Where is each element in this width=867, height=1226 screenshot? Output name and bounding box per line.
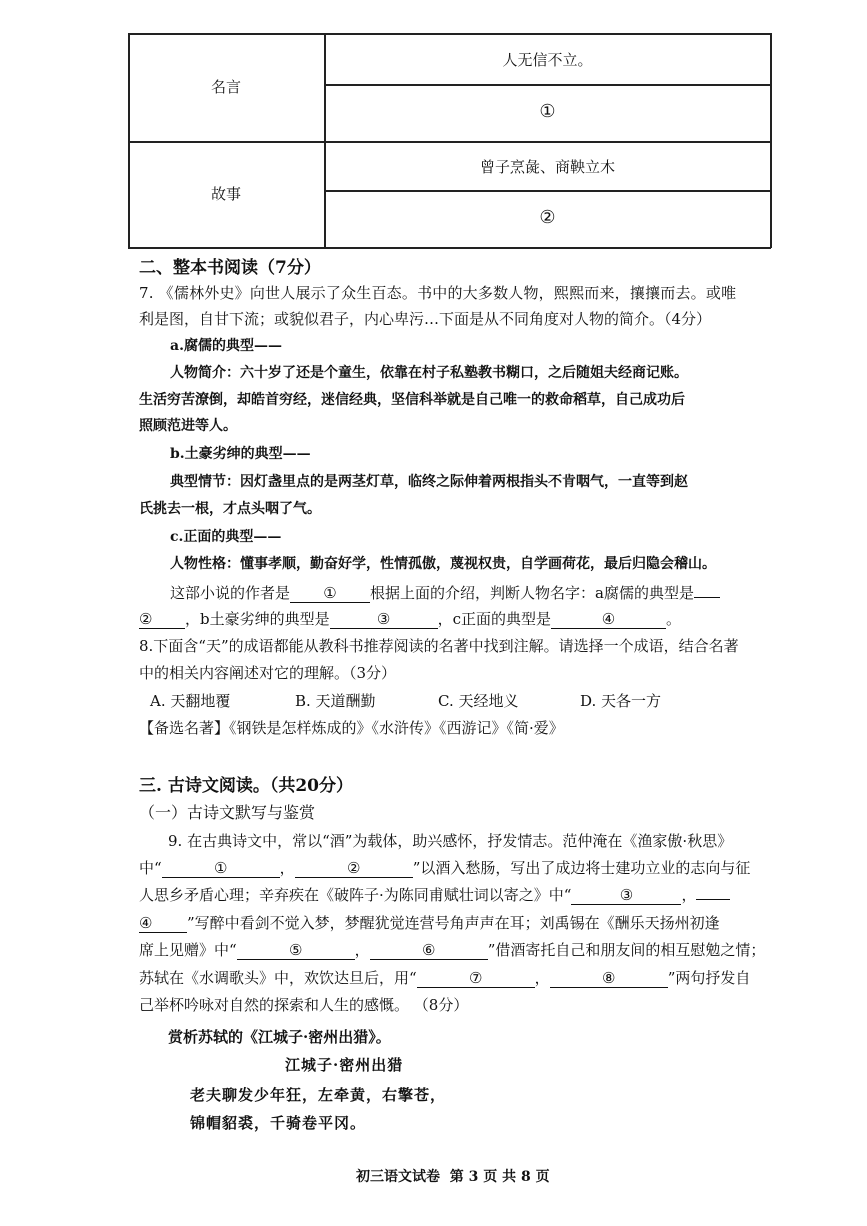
section-3-heading: 三. 古诗文阅读。（共20分） [139, 776, 353, 796]
table-cell-quote: 人无信不立。 [502, 51, 593, 69]
option-d: D. 天各一方 [580, 692, 662, 710]
answer-blank-2[interactable]: ② [139, 610, 185, 629]
answer-blank-3[interactable]: ③ [330, 610, 438, 629]
option-c: C. 天经地义 [438, 692, 519, 710]
section-2-heading: 二、整本书阅读（7分） [139, 258, 321, 278]
table-cell-blank-1: ① [539, 101, 556, 122]
poem-blank-6[interactable]: ⑥ [370, 941, 488, 960]
poem-blank-5[interactable]: ⑤ [237, 941, 355, 960]
q7-line-1: 7. 《儒林外史》向世人展示了众生百态。书中的大多数人物，熙熙而来，攘攘而去。或唯 [139, 284, 737, 302]
q9-text: 人思乡矛盾心理；辛弃疾在《破阵子·为陈同甫赋壮词以寄之》中“ [139, 886, 572, 904]
q9-text: 中“ [139, 859, 162, 877]
q8-line-1: 8.下面含“天”的成语都能从教科书推荐阅读的名著中找到注解。请选择一个成语，结合名著 [139, 637, 739, 655]
fill-text-names: 根据上面的介绍，判断人物名字：a腐儒的典型是 [370, 584, 694, 602]
poem-title: 江城子·密州出猎 [285, 1056, 404, 1074]
fill-text-end: 。 [666, 610, 682, 628]
q9-text: 苏轼在《水调歌头》中，欢饮达旦后，用“ [139, 969, 417, 987]
type-a-line-3: 照顾范进等人。 [139, 418, 237, 434]
fill-text-c: ，c正面的典型是 [437, 610, 552, 628]
type-c-line-1: 人物性格：懂事孝顺，勤奋好学，性情孤傲，蔑视权贵，自学画荷花，最后归隐会稽山。 [170, 556, 716, 572]
q9-text: ”两句抒发自 [667, 969, 751, 987]
q9-line-7: 己举杯吟咏对自然的探索和人生的感慨。 （8分） [139, 996, 469, 1014]
q9-text: ”借酒寄托自己和朋友间的相互慰勉之情； [487, 941, 766, 959]
type-b-line-2: 氏挑去一根，才点头咽了气。 [139, 501, 321, 517]
fill-line-1 [170, 582, 720, 603]
table-row-label-quote: 名言 [210, 78, 241, 96]
q9-text: ”以酒入愁肠，写出了成边将士建功立业的志向与征 [412, 859, 751, 877]
section-3-subheading: （一）古诗文默写与鉴赏 [139, 803, 316, 822]
q9-text: ”写醉中看剑不觉入梦，梦醒犹觉连营号角声声在耳；刘禹锡在《酬乐天扬州初逢 [187, 914, 720, 932]
answer-blank-4[interactable]: ④ [551, 610, 666, 629]
poem-line-2: 锦帽貂裘，千骑卷平冈。 [190, 1114, 367, 1132]
q9-line-5 [139, 939, 765, 960]
q8-line-2: 中的相关内容阐述对它的理解。（3分） [139, 664, 397, 682]
poem-blank-1[interactable]: ① [162, 859, 280, 878]
fill-text-author: 这部小说的作者是 [170, 584, 291, 602]
option-b: B. 天道酬勤 [295, 692, 376, 710]
q9-line-6 [139, 967, 750, 988]
q9-text: ， [354, 941, 370, 959]
poem-line-1: 老夫聊发少年狂，左牵黄，右擎苍， [190, 1086, 447, 1104]
q9-text: ， [279, 859, 295, 877]
q9-line-4 [139, 912, 720, 933]
fill-text-b: ，b土豪劣绅的典型是 [185, 610, 330, 628]
type-b-line-1: 典型情节：因灯盏里点的是两茎灯草，临终之际伸着两根指头不肯咽气，一直等到赵 [170, 474, 688, 490]
answer-blank-1[interactable]: ① [290, 584, 370, 603]
type-c-title: c.正面的典型—— [170, 529, 282, 545]
q9-line-3 [139, 884, 730, 905]
table-cell-blank-2: ② [539, 207, 556, 228]
type-a-title: a.腐儒的典型—— [170, 338, 282, 354]
poem-blank-4-start[interactable] [696, 899, 730, 900]
candidate-books: 【备选名著】《钢铁是怎样炼成的》《水浒传》《西游记》《简·爱》 [139, 719, 564, 737]
poem-blank-7[interactable]: ⑦ [417, 969, 535, 988]
table-cell-story: 曾子烹彘、商鞅立木 [479, 158, 615, 176]
poem-blank-4[interactable]: ④ [139, 914, 187, 933]
poem-blank-2[interactable]: ② [295, 859, 413, 878]
appreciate-prompt: 赏析苏轼的《江城子·密州出猎》。 [168, 1028, 391, 1046]
q9-text: 席上见赠》中“ [139, 941, 237, 959]
table-row-label-story: 故事 [210, 185, 241, 203]
q9-text: ， [534, 969, 550, 987]
type-b-title: b.土豪劣绅的典型—— [170, 446, 311, 462]
q9-line-1: 9. 在古典诗文中，常以“酒”为载体，助兴感怀，抒发情志。范仲淹在《渔家傲·秋思》 [168, 832, 733, 850]
page-footer: 初三语文试卷 第 3 页 共 8 页 [356, 1169, 550, 1185]
answer-blank-2-start[interactable] [694, 597, 720, 598]
type-a-line-2: 生活穷苦潦倒，却皓首穷经，迷信经典，坚信科举就是自己唯一的救命稻草，自己成功后 [139, 392, 685, 408]
q7-line-2: 利是图，自甘下流；或貌似君子，内心卑污…下面是从不同角度对人物的简介。（4分） [139, 310, 712, 328]
q9-line-2 [139, 857, 750, 878]
option-a: A. 天翻地覆 [150, 692, 231, 710]
type-a-line-1: 人物简介：六十岁了还是个童生，依靠在村子私塾教书糊口，之后随姐夫经商记账。 [170, 365, 688, 381]
q9-text: ， [681, 886, 697, 904]
poem-blank-3[interactable]: ③ [571, 886, 681, 905]
poem-blank-8[interactable]: ⑧ [550, 969, 668, 988]
fill-line-2 [139, 608, 681, 629]
